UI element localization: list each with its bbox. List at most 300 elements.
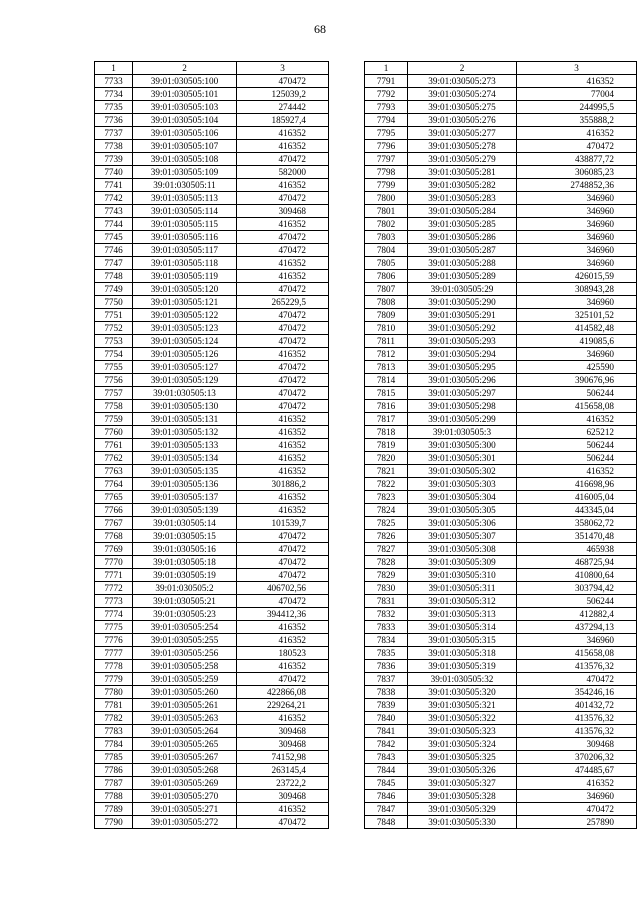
table-row xyxy=(95,517,329,530)
value-cell: 416352 xyxy=(237,712,329,725)
table-row xyxy=(95,699,329,712)
table-row xyxy=(365,608,637,621)
value-cell: 470472 xyxy=(237,361,329,374)
row-number-cell: 7814 xyxy=(365,374,408,387)
table-row xyxy=(365,673,637,686)
row-number-cell: 7738 xyxy=(95,140,133,153)
cadastral-number-cell: 39:01:030505:116 xyxy=(133,231,237,244)
cadastral-number-cell: 39:01:030505:113 xyxy=(133,192,237,205)
row-number-cell: 7843 xyxy=(365,751,408,764)
row-number-cell: 7754 xyxy=(95,348,133,361)
value-cell: 229264,21 xyxy=(237,699,329,712)
value-cell: 416352 xyxy=(517,75,637,88)
value-cell: 416352 xyxy=(237,504,329,517)
cadastral-number-cell: 39:01:030505:118 xyxy=(133,257,237,270)
cadastral-number-cell: 39:01:030505:254 xyxy=(133,621,237,634)
value-cell: 325101,52 xyxy=(517,309,637,322)
table-row xyxy=(365,647,637,660)
cadastral-number-cell: 39:01:030505:293 xyxy=(408,335,517,348)
table-row xyxy=(95,738,329,751)
cadastral-number-cell: 39:01:030505:274 xyxy=(408,88,517,101)
table-row xyxy=(95,647,329,660)
cadastral-number-cell: 39:01:030505:306 xyxy=(408,517,517,530)
row-number-cell: 7739 xyxy=(95,153,133,166)
cadastral-number-cell: 39:01:030505:115 xyxy=(133,218,237,231)
table-row xyxy=(365,699,637,712)
value-cell: 438877,72 xyxy=(517,153,637,166)
row-number-cell: 7824 xyxy=(365,504,408,517)
table-row xyxy=(365,621,637,634)
table-row xyxy=(95,504,329,517)
row-number-cell: 7799 xyxy=(365,179,408,192)
value-cell: 470472 xyxy=(237,530,329,543)
value-cell: 401432,72 xyxy=(517,699,637,712)
value-cell: 416352 xyxy=(237,270,329,283)
row-number-cell: 7797 xyxy=(365,153,408,166)
value-cell: 468725,94 xyxy=(517,556,637,569)
cadastral-number-cell: 39:01:030505:308 xyxy=(408,543,517,556)
table-row xyxy=(365,751,637,764)
cadastral-number-cell: 39:01:030505:294 xyxy=(408,348,517,361)
value-cell: 416352 xyxy=(237,218,329,231)
value-cell: 303794,42 xyxy=(517,582,637,595)
value-cell: 474485,67 xyxy=(517,764,637,777)
value-cell: 470472 xyxy=(237,322,329,335)
row-number-cell: 7771 xyxy=(95,569,133,582)
value-cell: 437294,13 xyxy=(517,621,637,634)
cadastral-number-cell: 39:01:030505:131 xyxy=(133,413,237,426)
value-cell: 470472 xyxy=(517,140,637,153)
table-row xyxy=(95,660,329,673)
table-row xyxy=(95,673,329,686)
row-number-cell: 7784 xyxy=(95,738,133,751)
cadastral-number-cell: 39:01:030505:16 xyxy=(133,543,237,556)
cadastral-number-cell: 39:01:030505:283 xyxy=(408,192,517,205)
row-number-cell: 7793 xyxy=(365,101,408,114)
value-cell: 582000 xyxy=(237,166,329,179)
table-row xyxy=(95,595,329,608)
value-cell: 415658,08 xyxy=(517,400,637,413)
cadastral-number-cell: 39:01:030505:323 xyxy=(408,725,517,738)
value-cell: 416352 xyxy=(237,803,329,816)
value-cell: 506244 xyxy=(517,595,637,608)
table-row xyxy=(365,283,637,296)
cadastral-number-cell: 39:01:030505:261 xyxy=(133,699,237,712)
table-row xyxy=(365,335,637,348)
table-row xyxy=(95,348,329,361)
row-number-cell: 7833 xyxy=(365,621,408,634)
cadastral-number-cell: 39:01:030505:300 xyxy=(408,439,517,452)
value-cell: 416352 xyxy=(237,426,329,439)
row-number-cell: 7748 xyxy=(95,270,133,283)
column-header-2: 2 xyxy=(133,62,237,75)
cadastral-number-cell: 39:01:030505:136 xyxy=(133,478,237,491)
cadastral-number-cell: 39:01:030505:268 xyxy=(133,764,237,777)
value-cell: 413576,32 xyxy=(517,725,637,738)
cadastral-number-cell: 39:01:030505:312 xyxy=(408,595,517,608)
row-number-cell: 7755 xyxy=(95,361,133,374)
row-number-cell: 7782 xyxy=(95,712,133,725)
value-cell: 346960 xyxy=(517,231,637,244)
row-number-cell: 7783 xyxy=(95,725,133,738)
row-number-cell: 7826 xyxy=(365,530,408,543)
value-cell: 346960 xyxy=(517,192,637,205)
cadastral-number-cell: 39:01:030505:286 xyxy=(408,231,517,244)
cadastral-number-cell: 39:01:030505:297 xyxy=(408,387,517,400)
value-cell: 416352 xyxy=(237,452,329,465)
cadastral-number-cell: 39:01:030505:295 xyxy=(408,361,517,374)
table-row xyxy=(365,725,637,738)
row-number-cell: 7744 xyxy=(95,218,133,231)
value-cell: 470472 xyxy=(237,400,329,413)
table-row xyxy=(365,530,637,543)
value-cell: 390676,96 xyxy=(517,374,637,387)
value-cell: 470472 xyxy=(237,153,329,166)
value-cell: 470472 xyxy=(517,673,637,686)
table-header-row xyxy=(365,62,637,75)
table-row xyxy=(95,634,329,647)
table-row xyxy=(95,543,329,556)
value-cell: 413576,32 xyxy=(517,712,637,725)
value-cell: 394412,36 xyxy=(237,608,329,621)
value-cell: 244995,5 xyxy=(517,101,637,114)
table-row xyxy=(95,751,329,764)
value-cell: 506244 xyxy=(517,452,637,465)
table-row xyxy=(365,465,637,478)
table-row xyxy=(365,322,637,335)
cadastral-number-cell: 39:01:030505:330 xyxy=(408,816,517,829)
cadastral-number-cell: 39:01:030505:321 xyxy=(408,699,517,712)
table-row xyxy=(95,764,329,777)
value-cell: 416352 xyxy=(237,348,329,361)
row-number-cell: 7822 xyxy=(365,478,408,491)
table-row xyxy=(365,517,637,530)
value-cell: 416352 xyxy=(517,777,637,790)
table-row xyxy=(95,101,329,114)
row-number-cell: 7769 xyxy=(95,543,133,556)
table-row xyxy=(95,478,329,491)
cadastral-number-cell: 39:01:030505:139 xyxy=(133,504,237,517)
row-number-cell: 7832 xyxy=(365,608,408,621)
cadastral-number-cell: 39:01:030505:327 xyxy=(408,777,517,790)
cadastral-number-cell: 39:01:030505:108 xyxy=(133,153,237,166)
table-row xyxy=(95,569,329,582)
row-number-cell: 7840 xyxy=(365,712,408,725)
row-number-cell: 7781 xyxy=(95,699,133,712)
cadastral-number-cell: 39:01:030505:277 xyxy=(408,127,517,140)
column-header-1: 1 xyxy=(365,62,408,75)
row-number-cell: 7821 xyxy=(365,465,408,478)
value-cell: 265229,5 xyxy=(237,296,329,309)
table-row xyxy=(365,764,637,777)
table-row xyxy=(365,452,637,465)
row-number-cell: 7742 xyxy=(95,192,133,205)
value-cell: 506244 xyxy=(517,387,637,400)
row-number-cell: 7752 xyxy=(95,322,133,335)
table-row xyxy=(95,374,329,387)
value-cell: 416352 xyxy=(237,621,329,634)
row-number-cell: 7735 xyxy=(95,101,133,114)
row-number-cell: 7746 xyxy=(95,244,133,257)
cadastral-number-cell: 39:01:030505:11 xyxy=(133,179,237,192)
row-number-cell: 7790 xyxy=(95,816,133,829)
row-number-cell: 7812 xyxy=(365,348,408,361)
cadastral-number-cell: 39:01:030505:120 xyxy=(133,283,237,296)
cadastral-number-cell: 39:01:030505:18 xyxy=(133,556,237,569)
value-cell: 2748852,36 xyxy=(517,179,637,192)
table-row xyxy=(365,166,637,179)
row-number-cell: 7817 xyxy=(365,413,408,426)
value-cell: 470472 xyxy=(237,569,329,582)
cadastral-number-cell: 39:01:030505:285 xyxy=(408,218,517,231)
cadastral-number-cell: 39:01:030505:319 xyxy=(408,660,517,673)
table-row xyxy=(365,660,637,673)
row-number-cell: 7804 xyxy=(365,244,408,257)
row-number-cell: 7751 xyxy=(95,309,133,322)
cadastral-number-cell: 39:01:030505:269 xyxy=(133,777,237,790)
value-cell: 185927,4 xyxy=(237,114,329,127)
cadastral-number-cell: 39:01:030505:29 xyxy=(408,283,517,296)
cadastral-number-cell: 39:01:030505:106 xyxy=(133,127,237,140)
row-number-cell: 7806 xyxy=(365,270,408,283)
value-cell: 415658,08 xyxy=(517,647,637,660)
row-number-cell: 7747 xyxy=(95,257,133,270)
row-number-cell: 7749 xyxy=(95,283,133,296)
cadastral-number-cell: 39:01:030505:270 xyxy=(133,790,237,803)
cadastral-number-cell: 39:01:030505:134 xyxy=(133,452,237,465)
value-cell: 470472 xyxy=(237,75,329,88)
cadastral-number-cell: 39:01:030505:282 xyxy=(408,179,517,192)
table-row xyxy=(365,309,637,322)
value-cell: 416352 xyxy=(237,465,329,478)
row-number-cell: 7847 xyxy=(365,803,408,816)
row-number-cell: 7775 xyxy=(95,621,133,634)
cadastral-number-cell: 39:01:030505:264 xyxy=(133,725,237,738)
value-cell: 410800,64 xyxy=(517,569,637,582)
row-number-cell: 7767 xyxy=(95,517,133,530)
value-cell: 416352 xyxy=(237,257,329,270)
table-row xyxy=(365,140,637,153)
table-row xyxy=(95,582,329,595)
cadastral-number-cell: 39:01:030505:265 xyxy=(133,738,237,751)
cadastral-number-cell: 39:01:030505:258 xyxy=(133,660,237,673)
cadastral-number-cell: 39:01:030505:272 xyxy=(133,816,237,829)
cadastral-number-cell: 39:01:030505:13 xyxy=(133,387,237,400)
row-number-cell: 7820 xyxy=(365,452,408,465)
cadastral-number-cell: 39:01:030505:304 xyxy=(408,491,517,504)
cadastral-number-cell: 39:01:030505:109 xyxy=(133,166,237,179)
table-row xyxy=(365,257,637,270)
value-cell: 470472 xyxy=(237,309,329,322)
cadastral-number-cell: 39:01:030505:299 xyxy=(408,413,517,426)
value-cell: 370206,32 xyxy=(517,751,637,764)
row-number-cell: 7750 xyxy=(95,296,133,309)
cadastral-number-cell: 39:01:030505:127 xyxy=(133,361,237,374)
table-row xyxy=(95,465,329,478)
cadastral-number-cell: 39:01:030505:117 xyxy=(133,244,237,257)
row-number-cell: 7823 xyxy=(365,491,408,504)
table-row xyxy=(365,179,637,192)
row-number-cell: 7836 xyxy=(365,660,408,673)
cadastral-number-cell: 39:01:030505:309 xyxy=(408,556,517,569)
value-cell: 309468 xyxy=(237,790,329,803)
table-row xyxy=(95,621,329,634)
cadastral-number-cell: 39:01:030505:2 xyxy=(133,582,237,595)
cadastral-number-cell: 39:01:030505:326 xyxy=(408,764,517,777)
value-cell: 470472 xyxy=(517,803,637,816)
row-number-cell: 7819 xyxy=(365,439,408,452)
cadastral-number-cell: 39:01:030505:284 xyxy=(408,205,517,218)
cadastral-number-cell: 39:01:030505:32 xyxy=(408,673,517,686)
cadastral-number-cell: 39:01:030505:313 xyxy=(408,608,517,621)
table-row xyxy=(95,88,329,101)
cadastral-number-cell: 39:01:030505:298 xyxy=(408,400,517,413)
value-cell: 416352 xyxy=(517,127,637,140)
table-row xyxy=(365,803,637,816)
table-row xyxy=(365,400,637,413)
cadastral-number-cell: 39:01:030505:329 xyxy=(408,803,517,816)
value-cell: 180523 xyxy=(237,647,329,660)
table-row xyxy=(95,140,329,153)
value-cell: 413576,32 xyxy=(517,660,637,673)
table-row xyxy=(365,439,637,452)
page-number: 68 xyxy=(314,22,326,36)
value-cell: 416352 xyxy=(517,413,637,426)
table-row xyxy=(365,504,637,517)
table-row xyxy=(95,231,329,244)
table-row xyxy=(95,426,329,439)
table-row xyxy=(95,257,329,270)
table-row xyxy=(365,244,637,257)
table-row xyxy=(95,387,329,400)
cadastral-number-cell: 39:01:030505:3 xyxy=(408,426,517,439)
cadastral-number-cell: 39:01:030505:119 xyxy=(133,270,237,283)
value-cell: 274442 xyxy=(237,101,329,114)
value-cell: 470472 xyxy=(237,673,329,686)
row-number-cell: 7795 xyxy=(365,127,408,140)
cadastral-number-cell: 39:01:030505:15 xyxy=(133,530,237,543)
value-cell: 416352 xyxy=(237,491,329,504)
row-number-cell: 7815 xyxy=(365,387,408,400)
row-number-cell: 7757 xyxy=(95,387,133,400)
row-number-cell: 7779 xyxy=(95,673,133,686)
row-number-cell: 7800 xyxy=(365,192,408,205)
value-cell: 416352 xyxy=(237,413,329,426)
table-row xyxy=(365,478,637,491)
table-row xyxy=(95,608,329,621)
value-cell: 416352 xyxy=(237,127,329,140)
table-row xyxy=(365,88,637,101)
value-cell: 416698,96 xyxy=(517,478,637,491)
cadastral-number-cell: 39:01:030505:322 xyxy=(408,712,517,725)
cadastral-number-cell: 39:01:030505:273 xyxy=(408,75,517,88)
row-number-cell: 7791 xyxy=(365,75,408,88)
value-cell: 308943,28 xyxy=(517,283,637,296)
table-row xyxy=(95,530,329,543)
cadastral-number-cell: 39:01:030505:314 xyxy=(408,621,517,634)
table-row xyxy=(95,439,329,452)
value-cell: 74152,98 xyxy=(237,751,329,764)
row-number-cell: 7758 xyxy=(95,400,133,413)
value-cell: 301886,2 xyxy=(237,478,329,491)
value-cell: 426015,59 xyxy=(517,270,637,283)
value-cell: 346960 xyxy=(517,348,637,361)
row-number-cell: 7734 xyxy=(95,88,133,101)
table-row xyxy=(95,75,329,88)
row-number-cell: 7816 xyxy=(365,400,408,413)
value-cell: 425590 xyxy=(517,361,637,374)
table-row xyxy=(365,114,637,127)
value-cell: 77004 xyxy=(517,88,637,101)
value-cell: 416352 xyxy=(237,660,329,673)
row-number-cell: 7825 xyxy=(365,517,408,530)
value-cell: 470472 xyxy=(237,556,329,569)
table-row xyxy=(365,790,637,803)
cadastral-number-cell: 39:01:030505:320 xyxy=(408,686,517,699)
table-row xyxy=(365,634,637,647)
row-number-cell: 7764 xyxy=(95,478,133,491)
value-cell: 346960 xyxy=(517,244,637,257)
cadastral-number-cell: 39:01:030505:287 xyxy=(408,244,517,257)
table-row xyxy=(95,244,329,257)
cadastral-number-cell: 39:01:030505:301 xyxy=(408,452,517,465)
table-row xyxy=(365,205,637,218)
value-cell: 443345,04 xyxy=(517,504,637,517)
row-number-cell: 7756 xyxy=(95,374,133,387)
row-number-cell: 7774 xyxy=(95,608,133,621)
row-number-cell: 7741 xyxy=(95,179,133,192)
value-cell: 355888,2 xyxy=(517,114,637,127)
row-number-cell: 7789 xyxy=(95,803,133,816)
table-row xyxy=(95,712,329,725)
table-row xyxy=(365,543,637,556)
cadastral-number-cell: 39:01:030505:132 xyxy=(133,426,237,439)
value-cell: 419085,6 xyxy=(517,335,637,348)
table-row xyxy=(95,686,329,699)
column-header-3: 3 xyxy=(237,62,329,75)
row-number-cell: 7762 xyxy=(95,452,133,465)
table-row xyxy=(95,556,329,569)
cadastral-number-cell: 39:01:030505:291 xyxy=(408,309,517,322)
cadastral-number-cell: 39:01:030505:133 xyxy=(133,439,237,452)
cadastral-number-cell: 39:01:030505:325 xyxy=(408,751,517,764)
cadastral-number-cell: 39:01:030505:279 xyxy=(408,153,517,166)
cadastral-number-cell: 39:01:030505:288 xyxy=(408,257,517,270)
cadastral-number-cell: 39:01:030505:278 xyxy=(408,140,517,153)
row-number-cell: 7818 xyxy=(365,426,408,439)
table-row xyxy=(365,387,637,400)
table-row xyxy=(95,192,329,205)
cadastral-number-cell: 39:01:030505:311 xyxy=(408,582,517,595)
row-number-cell: 7780 xyxy=(95,686,133,699)
cadastral-number-cell: 39:01:030505:275 xyxy=(408,101,517,114)
column-header-1: 1 xyxy=(95,62,133,75)
table-row xyxy=(95,452,329,465)
table-row xyxy=(95,790,329,803)
row-number-cell: 7773 xyxy=(95,595,133,608)
table-row xyxy=(365,777,637,790)
cadastral-number-cell: 39:01:030505:328 xyxy=(408,790,517,803)
value-cell: 506244 xyxy=(517,439,637,452)
table-row xyxy=(95,777,329,790)
value-cell: 346960 xyxy=(517,257,637,270)
value-cell: 346960 xyxy=(517,634,637,647)
table-row xyxy=(365,556,637,569)
table-row xyxy=(365,127,637,140)
table-row xyxy=(365,686,637,699)
cadastral-number-cell: 39:01:030505:122 xyxy=(133,309,237,322)
table-row xyxy=(365,712,637,725)
